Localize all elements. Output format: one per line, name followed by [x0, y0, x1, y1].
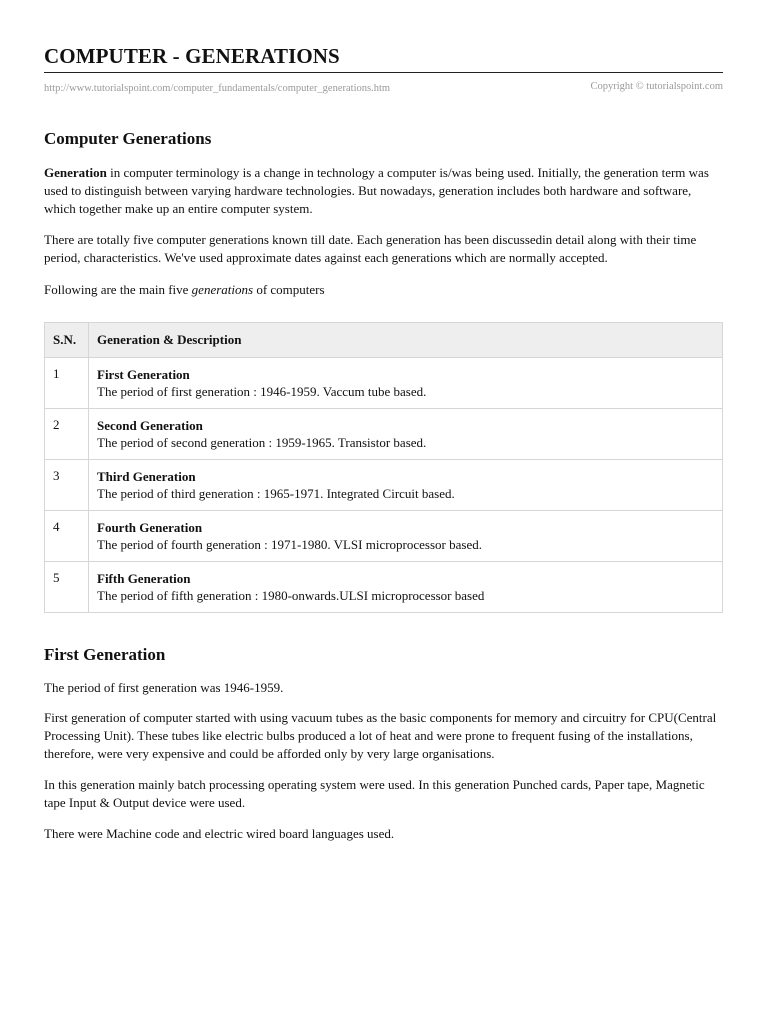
column-header-sn: S.N.: [45, 323, 89, 358]
table-row: [45, 562, 723, 613]
row-description-cell: [89, 511, 723, 562]
generation-name: Fourth Generation: [97, 520, 203, 535]
row-description-cell: [89, 409, 723, 460]
generations-term: generations: [191, 282, 254, 297]
first-generation-paragraph-4: There were Machine code and electric wired board languages used.: [44, 826, 395, 841]
source-url: http://www.tutorialspoint.com/computer_fundamentals/computer_generations.htm: [44, 83, 391, 94]
table-row: [45, 409, 723, 460]
table-row: [45, 511, 723, 562]
generation-description: The period of fourth generation : 1971-1980. VLSI microprocessor based.: [97, 537, 482, 552]
document-title: COMPUTER - GENERATIONS: [44, 44, 340, 68]
row-description-cell: [89, 562, 723, 613]
column-header-generation-description: Generation & Description: [89, 323, 723, 358]
intro-paragraph-1-text: in computer terminology is a change in technology a computer is/was being used. Initially, the generation term was used to distinguish between varying hardware technologies. But nowadays, generation includes both hardware and software, which together make up an entire computer system.: [44, 165, 709, 216]
generation-description: The period of second generation : 1959-1965. Transistor based.: [97, 435, 427, 450]
intro-paragraph-1: [44, 164, 723, 218]
generation-description: The period of first generation : 1946-1959. Vaccum tube based.: [97, 384, 427, 399]
table-row: [45, 358, 723, 409]
intro-paragraph-3: [44, 281, 723, 299]
table-row: [45, 460, 723, 511]
row-description-cell: [89, 460, 723, 511]
section-heading-first-generation: First Generation: [44, 645, 166, 664]
row-description-cell: [89, 358, 723, 409]
generation-description: The period of third generation : 1965-1971. Integrated Circuit based.: [97, 486, 455, 501]
generation-term: Generation: [44, 165, 107, 180]
generation-name: Third Generation: [97, 469, 196, 484]
row-sn: 1: [45, 358, 89, 409]
intro-paragraph-3-lead: Following are the main five: [44, 282, 192, 297]
first-generation-paragraph-2: First generation of computer started with using vacuum tubes as the basic components for memory and circuitry for CPU(Central Processing Unit). These tubes like electric bulbs produced a lot of heat and were prone to frequent fusing of the installations, therefore, were very expensive and could be afforded only by very large organisations.: [44, 710, 717, 761]
row-sn: 3: [45, 460, 89, 511]
row-sn: 2: [45, 409, 89, 460]
generation-description: The period of fifth generation : 1980-onwards.ULSI microprocessor based: [97, 588, 485, 603]
section-heading-computer-generations: Computer Generations: [44, 129, 212, 148]
first-generation-paragraph-3: In this generation mainly batch processing operating system were used. In this generation Punched cards, Paper tape, Magnetic tape Input & Output device were used.: [44, 777, 705, 810]
intro-paragraph-3-tail: of computers: [253, 282, 325, 297]
first-generation-paragraph-1: The period of first generation was 1946-1959.: [44, 680, 284, 695]
title-divider: [44, 72, 723, 73]
intro-paragraph-2: There are totally five computer generations known till date. Each generation has been discussedin detail along with their time period, characteristics. We've used approximate dates against each generations which are normally accepted.: [44, 232, 697, 265]
copyright-notice: Copyright © tutorialspoint.com: [590, 81, 723, 92]
row-sn: 4: [45, 511, 89, 562]
generation-name: Fifth Generation: [97, 571, 191, 586]
generation-name: First Generation: [97, 367, 190, 382]
generations-table: [44, 322, 723, 613]
generation-name: Second Generation: [97, 418, 203, 433]
table-header-row: [45, 323, 723, 358]
row-sn: 5: [45, 562, 89, 613]
